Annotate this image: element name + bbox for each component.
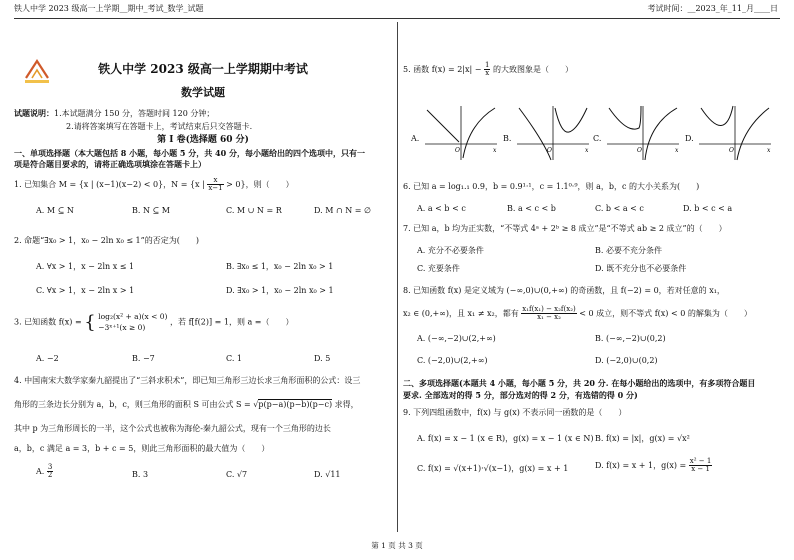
- q9-option-a[interactable]: A. f(x) = x − 1 (x ∈ R)，g(x) = x − 1 (x ∈ N): [417, 434, 594, 443]
- q4-option-a[interactable]: [36, 464, 53, 480]
- q1-option-d[interactable]: D. M ∩ N = ∅: [314, 206, 371, 215]
- q3-option-b[interactable]: B. −7: [132, 354, 155, 363]
- q1-stem-a: 1. 已知集合: [14, 179, 57, 189]
- instructions-line-1: [14, 108, 214, 119]
- q1-stem: [14, 177, 294, 193]
- q9-option-c[interactable]: C. f(x) = √(x+1)·√(x−1)，g(x) = x + 1: [417, 464, 569, 473]
- q2-option-d[interactable]: D. ∃x₀ > 1，x₀ − 2ln x₀ > 1: [226, 286, 334, 295]
- q1-option-c[interactable]: C. M ∪ N = R: [226, 206, 282, 215]
- q4-option-c[interactable]: C. √7: [226, 470, 248, 479]
- q1-stem-c: > 0}，则（ ）: [226, 179, 294, 189]
- q3-stem-a: 3. 已知函数 f(x) =: [14, 317, 82, 327]
- q5-stem-b: 的大致图象是（ ）: [493, 64, 574, 74]
- q5-stem-a: 5. 函数 f(x) = 2|x| −: [403, 64, 482, 74]
- q3-stem-b: ，若 f[f(2)] = 1，则 a =（ ）: [170, 317, 294, 327]
- q3-stem: [14, 312, 294, 333]
- q9-d-num: x² − 1: [689, 457, 712, 465]
- q9-d-fraction: [689, 458, 713, 474]
- q5c-x: x: [675, 147, 679, 154]
- q1-fraction: [207, 177, 223, 193]
- q1-frac-num: x: [207, 177, 223, 185]
- instructions-label: 试题说明：: [14, 108, 54, 118]
- q5-frac-num: 1: [485, 61, 490, 69]
- q7-option-a[interactable]: A. 充分不必要条件: [417, 246, 484, 255]
- q1-stem-b: M = {x | (x−1)(x−2) < 0}，N = {x |: [58, 179, 205, 189]
- q5b-origin: O: [547, 147, 552, 154]
- q3-piece-1: log₂(x² + a)(x < 0): [98, 312, 168, 321]
- q7-option-d[interactable]: D. 既不充分也不必要条件: [595, 264, 687, 273]
- q2-option-a[interactable]: A. ∀x > 1，x − 2ln x ≤ 1: [36, 262, 135, 271]
- q1-option-b[interactable]: B. N ⊆ M: [132, 206, 170, 215]
- q4-option-d[interactable]: D. √11: [314, 470, 341, 479]
- instructions-line-2: 2.请将答案填写在答题卡上，考试结束后只交答题卡.: [66, 122, 253, 131]
- q3-option-c[interactable]: C. 1: [226, 354, 243, 363]
- q8-option-c[interactable]: C. (−2,0)∪(2,+∞): [417, 356, 488, 365]
- q6-option-d[interactable]: D. b < c < a: [683, 204, 733, 213]
- page-footer: 第 1 页 共 3 页: [371, 540, 423, 550]
- q5a-origin: O: [455, 147, 460, 154]
- q4-line-4: a，b，c 满足 a = 3，b + c = 5，则此三角形面积的最大值为（ ）: [14, 444, 270, 453]
- section2-intro-1: 二、多项选择题(本题共 4 小题，每小题 5 分，共 20 分. 在每小题给出的选项中，有多项符合题目: [403, 378, 756, 388]
- q4-line-1: 4. 中国南宋大数学家秦九韶提出了“三斜求积术”，即已知三角形三边长求三角形面积的公式：设三: [14, 376, 361, 385]
- q8-option-d[interactable]: D. (−2,0)∪(0,2): [595, 356, 658, 365]
- q6-option-c[interactable]: C. b < a < c: [595, 204, 644, 213]
- q5-graph-b[interactable]: [513, 104, 593, 162]
- q4-option-b[interactable]: B. 3: [132, 470, 149, 479]
- q2-option-c[interactable]: C. ∀x > 1，x − 2ln x > 1: [36, 286, 135, 295]
- q5-option-a-label[interactable]: A.: [411, 134, 420, 143]
- q7-stem: 7. 已知 a，b 均为正实数，“不等式 4ᵃ + 2ᵇ ≥ 8 成立”是“不等式 ab ≥ 2 成立”的（ ）: [403, 224, 727, 233]
- sqrt-icon: √: [253, 400, 259, 409]
- section1-intro-2: 项是符合题目要求的，请将正确选项填涂在答题卡上）: [14, 159, 206, 169]
- section1-intro-1: 一、单项选择题（本大题包括 8 小题，每小题 5 分，共 40 分，每小题给出的四个选项中，只有一: [14, 148, 365, 158]
- q4-a-den: 2: [47, 471, 53, 480]
- q5-fraction: [484, 62, 490, 78]
- q3-piecewise: [98, 312, 167, 333]
- q6-option-a[interactable]: A. a < b < c: [417, 204, 466, 213]
- section2-intro-2: 要求. 全部选对的得 5 分，部分选对的得 2 分，有选错的得 0 分): [403, 390, 638, 400]
- q4-line-2c: 求得，: [334, 400, 359, 409]
- q4-option-a-label: A.: [36, 466, 45, 476]
- q4-formula: p(p−a)(p−b)(p−c): [258, 400, 333, 409]
- q5a-x: x: [493, 147, 497, 154]
- q4-line-2: [14, 400, 359, 410]
- q9-option-b[interactable]: B. f(x) = |x|，g(x) = √x²: [595, 434, 690, 443]
- q5-frac-den: x: [485, 69, 490, 78]
- q1-option-a[interactable]: A. M ⊆ N: [36, 206, 74, 215]
- q4-line-3: 其中 p 为三角形周长的一半，这个公式也被称为海伦-秦九韶公式，现有一个三角形的边长: [14, 424, 331, 433]
- q3-brace: {: [84, 311, 96, 333]
- q7-option-c[interactable]: C. 充要条件: [417, 264, 460, 273]
- q8-frac-den: x₁ − x₂: [537, 313, 561, 322]
- q2-option-b[interactable]: B. ∃x₀ ≤ 1，x₀ − 2ln x₀ > 1: [226, 262, 334, 271]
- column-divider: [397, 22, 398, 532]
- q5-option-d-label[interactable]: D.: [685, 134, 694, 143]
- header-rule: [14, 18, 780, 19]
- q1-frac-den: x−1: [208, 184, 223, 193]
- q5-graph-a[interactable]: [421, 104, 501, 162]
- q5-option-b-label[interactable]: B.: [503, 134, 512, 143]
- header-left: 铁人中学 2023 级高一上学期__期中_考试_数学_试题: [14, 4, 204, 13]
- q3-piece-2: −3ˣ⁺¹(x ≥ 0): [98, 322, 146, 332]
- header-right: 考试时间：__2023_年_11_月____日: [647, 4, 778, 13]
- q5-graph-c[interactable]: [603, 104, 683, 162]
- q8-frac-num: x₁f(x₁) − x₂f(x₂): [522, 305, 576, 313]
- q9-option-d-text: D. f(x) = x + 1，g(x) =: [595, 460, 687, 470]
- q5d-x: x: [767, 147, 771, 154]
- q5d-origin: O: [729, 147, 734, 154]
- q9-d-den: x − 1: [691, 465, 710, 474]
- q4-a-num: 3: [47, 463, 53, 471]
- part1-heading: 第 I 卷(选择题 60 分): [157, 135, 249, 145]
- q8-line-2b: < 0 成立，则不等式 f(x) < 0 的解集为（ ）: [579, 308, 752, 318]
- q3-option-d[interactable]: D. 5: [314, 354, 331, 363]
- q4-line-2a: 角形的三条边长分别为 a，b，c，则三角形的面积 S 可由公式 S =: [14, 400, 251, 409]
- q8-option-b[interactable]: B. (−∞,−2)∪(0,2): [595, 334, 666, 343]
- instructions-text-1: 1.本试题满分 150 分，答题时间 120 分钟；: [54, 109, 215, 118]
- q8-option-a[interactable]: A. (−∞,−2)∪(2,+∞): [417, 334, 496, 343]
- q5-option-c-label[interactable]: C.: [593, 134, 602, 143]
- q8-fraction: [521, 306, 576, 322]
- q5-stem: [403, 62, 573, 78]
- q9-stem: 9. 下列四组函数中，f(x) 与 g(x) 不表示同一函数的是（ ）: [403, 408, 627, 417]
- q6-option-b[interactable]: B. a < c < b: [507, 204, 556, 213]
- q9-option-d[interactable]: [595, 458, 712, 474]
- q4-option-a-frac: [47, 464, 53, 480]
- q8-line-2: [403, 306, 752, 322]
- q8-line-1: 8. 已知函数 f(x) 是定义域为 (−∞,0)∪(0,+∞) 的奇函数，且 f(−2) = 0，若对任意的 x₁，: [403, 286, 725, 295]
- q7-option-b[interactable]: B. 必要不充分条件: [595, 246, 662, 255]
- q3-option-a[interactable]: A. −2: [36, 354, 59, 363]
- exam-subtitle: 数学试题: [181, 86, 225, 99]
- q2-stem: 2. 命题“∃x₀ > 1，x₀ − 2ln x₀ ≤ 1”的否定为( ): [14, 236, 199, 245]
- q8-line-2a: x₂ ∈ (0,+∞)，且 x₁ ≠ x₂，都有: [403, 308, 519, 318]
- exam-title: 铁人中学 2023 级高一上学期期中考试: [98, 62, 308, 76]
- q6-stem: 6. 已知 a = log₁.₁ 0.9，b = 0.9¹·¹，c = 1.1⁰·⁹，则 a，b，c 的大小关系为( ): [403, 182, 700, 191]
- q5c-origin: O: [637, 147, 642, 154]
- q5-graph-d[interactable]: [695, 104, 775, 162]
- q5b-x: x: [585, 147, 589, 154]
